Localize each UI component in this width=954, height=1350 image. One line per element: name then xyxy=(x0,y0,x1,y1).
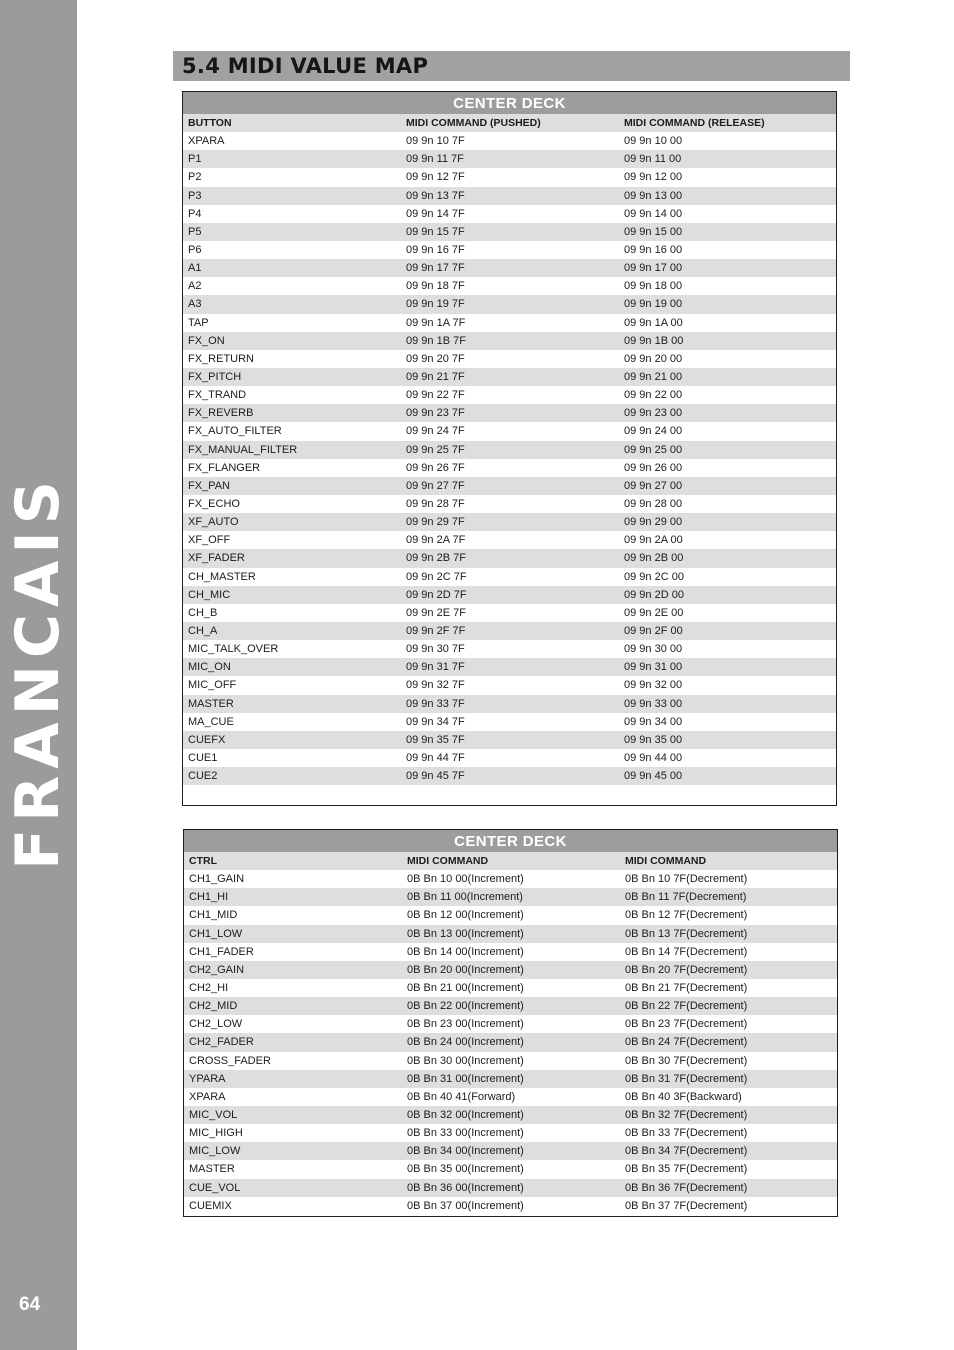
table-cell: 09 9n 33 7F xyxy=(406,697,465,710)
column-header: MIDI COMMAND xyxy=(625,855,707,868)
table-cell: 0B Bn 31 7F(Decrement) xyxy=(625,1072,748,1085)
table-row xyxy=(183,495,836,513)
table-row xyxy=(184,1070,837,1088)
table-cell: 09 9n 26 00 xyxy=(624,461,683,474)
table-row xyxy=(184,1197,837,1215)
table-cell: CUEMIX xyxy=(189,1199,232,1212)
table-cell: 09 9n 23 7F xyxy=(406,407,465,420)
table-cell: CH2_LOW xyxy=(189,1018,243,1031)
table-cell: MIC_LOW xyxy=(189,1145,241,1158)
table-row xyxy=(184,943,837,961)
table-cell: 0B Bn 22 00(Increment) xyxy=(407,1000,524,1013)
table-cell: TAP xyxy=(188,316,209,329)
table-cell: XPARA xyxy=(189,1090,226,1103)
table-row xyxy=(183,459,836,477)
table-cell: 0B Bn 37 00(Increment) xyxy=(407,1199,524,1212)
table-cell: FX_PAN xyxy=(188,479,230,492)
table-cell: 09 9n 11 00 xyxy=(624,153,682,166)
table-cell: 09 9n 23 00 xyxy=(624,407,683,420)
table-cell: 09 9n 17 7F xyxy=(406,262,465,275)
table-cell: 09 9n 32 7F xyxy=(406,679,465,692)
table-cell: 0B Bn 33 00(Increment) xyxy=(407,1127,524,1140)
table-cell: 09 9n 13 00 xyxy=(624,189,683,202)
table-row xyxy=(183,187,836,205)
table-cell: YPARA xyxy=(189,1072,226,1085)
table-cell: 0B Bn 36 00(Increment) xyxy=(407,1181,524,1194)
table-row xyxy=(183,132,836,150)
table-cell: CH1_GAIN xyxy=(189,873,245,886)
table-cell: 0B Bn 12 7F(Decrement) xyxy=(625,909,748,922)
table-cell: 09 9n 30 00 xyxy=(624,643,683,656)
table-cell: 0B Bn 37 7F(Decrement) xyxy=(625,1199,748,1212)
table-cell: FX_ECHO xyxy=(188,498,240,511)
table-cell: CH1_HI xyxy=(189,891,229,904)
table-row xyxy=(184,979,837,997)
table-row xyxy=(183,241,836,259)
table-cell: 09 9n 2E 00 xyxy=(624,606,684,619)
column-header: MIDI COMMAND xyxy=(407,855,489,868)
table-row xyxy=(184,888,837,906)
table-cell: 09 9n 33 00 xyxy=(624,697,683,710)
table-cell: MIC_VOL xyxy=(189,1109,238,1122)
table-cell: 0B Bn 20 7F(Decrement) xyxy=(625,963,748,976)
table-cell: CH_MASTER xyxy=(188,570,256,583)
table-cell: 09 9n 10 7F xyxy=(406,135,465,148)
sidebar xyxy=(0,0,77,1350)
table-row xyxy=(183,640,836,658)
section-header xyxy=(173,51,850,81)
table-cell: A3 xyxy=(188,298,202,311)
table-cell: MASTER xyxy=(189,1163,235,1176)
table-row xyxy=(183,314,836,332)
table-cell: 09 9n 45 00 xyxy=(624,770,683,783)
table-cell: 09 9n 20 00 xyxy=(624,352,683,365)
table-cell: 09 9n 2D 7F xyxy=(406,588,467,601)
table-cell: 09 9n 35 7F xyxy=(406,733,465,746)
table-body xyxy=(184,870,837,1215)
table-cell: FX_AUTO_FILTER xyxy=(188,425,282,438)
table-cell: 0B Bn 14 7F(Decrement) xyxy=(625,945,748,958)
table-row xyxy=(184,1179,837,1197)
table-cell: 09 9n 27 7F xyxy=(406,479,465,492)
table-cell: 09 9n 24 00 xyxy=(624,425,683,438)
table-cell: 0B Bn 34 7F(Decrement) xyxy=(625,1145,748,1158)
table-cell: 09 9n 2B 7F xyxy=(406,552,466,565)
table-cell: CH_A xyxy=(188,625,218,637)
table-row xyxy=(183,622,836,640)
table-row xyxy=(183,422,836,440)
table-cell: MASTER xyxy=(188,697,234,710)
table-cell: 09 9n 1A 00 xyxy=(624,316,683,329)
table-row xyxy=(183,713,836,731)
table-cell: 09 9n 44 7F xyxy=(406,751,465,764)
table-cell: FX_TRAND xyxy=(188,389,247,402)
table-row xyxy=(184,1106,837,1124)
table-cell: 0B Bn 40 41(Forward) xyxy=(407,1090,516,1103)
table-body xyxy=(183,132,836,785)
table-row xyxy=(184,1088,837,1106)
table-cell: 09 9n 2F 7F xyxy=(406,625,466,637)
table-row xyxy=(184,961,837,979)
table-cell: 0B Bn 10 00(Increment) xyxy=(407,873,524,886)
table-cell: CH_MIC xyxy=(188,588,231,601)
table-cell: 09 9n 25 00 xyxy=(624,443,683,456)
table-cell: FX_REVERB xyxy=(188,407,254,420)
table-cell: CH2_GAIN xyxy=(189,963,245,976)
table-cell: 0B Bn 23 00(Increment) xyxy=(407,1018,524,1031)
table-cell: A1 xyxy=(188,262,202,275)
table-cell: P6 xyxy=(188,244,202,257)
table-cell: 09 9n 44 00 xyxy=(624,751,683,764)
table-cell: CH2_MID xyxy=(189,1000,238,1013)
table-row xyxy=(183,531,836,549)
table-row xyxy=(183,386,836,404)
table-row xyxy=(183,150,836,168)
table-cell: 0B Bn 32 7F(Decrement) xyxy=(625,1109,748,1122)
table-cell: 0B Bn 32 00(Increment) xyxy=(407,1109,524,1122)
table-cell: P2 xyxy=(188,171,202,184)
table-cell: 09 9n 20 7F xyxy=(406,352,465,365)
table-row xyxy=(183,259,836,277)
table-cell: 09 9n 16 00 xyxy=(624,244,683,257)
page-number: 64 xyxy=(19,1294,41,1315)
table-cell: CUEFX xyxy=(188,733,226,746)
table-cell: 0B Bn 24 00(Increment) xyxy=(407,1036,524,1049)
table-cell: XPARA xyxy=(188,135,225,148)
table-cell: 09 9n 2A 00 xyxy=(624,534,683,547)
table-cell: 09 9n 22 00 xyxy=(624,389,683,402)
table-cell: P1 xyxy=(188,153,202,166)
table-cell: 09 9n 25 7F xyxy=(406,443,465,456)
table-cell: 09 9n 12 00 xyxy=(624,171,683,184)
table-cell: 0B Bn 22 7F(Decrement) xyxy=(625,1000,748,1013)
table-row xyxy=(184,1015,837,1033)
table-cell: 09 9n 2C 7F xyxy=(406,570,467,583)
table-cell: MIC_HIGH xyxy=(189,1127,243,1140)
table-cell: 0B Bn 33 7F(Decrement) xyxy=(625,1127,748,1140)
table-cell: 09 9n 15 7F xyxy=(406,225,465,238)
table-row xyxy=(183,368,836,386)
table-row xyxy=(183,749,836,767)
table-row xyxy=(183,513,836,531)
table-cell: 09 9n 31 00 xyxy=(624,661,683,674)
table-row xyxy=(183,277,836,295)
table-cell: 09 9n 34 00 xyxy=(624,715,683,728)
table-cell: 0B Bn 30 7F(Decrement) xyxy=(625,1054,748,1067)
table-cell: FX_RETURN xyxy=(188,352,255,365)
table-row xyxy=(183,295,836,313)
column-header: MIDI COMMAND (PUSHED) xyxy=(406,117,541,130)
table-cell: 0B Bn 11 00(Increment) xyxy=(407,891,523,904)
table-row xyxy=(183,223,836,241)
table-cell: FX_FLANGER xyxy=(188,461,261,474)
table-cell: 09 9n 34 7F xyxy=(406,715,465,728)
table-cell: 09 9n 14 7F xyxy=(406,207,465,220)
table-cell: 0B Bn 35 7F(Decrement) xyxy=(625,1163,748,1176)
table-cell: 09 9n 2C 00 xyxy=(624,570,684,583)
table-row xyxy=(183,205,836,223)
table-title: CENTER DECK xyxy=(183,92,836,114)
table-cell: A2 xyxy=(188,280,202,293)
table-row xyxy=(184,906,837,924)
table-cell: CH1_FADER xyxy=(189,945,254,958)
table-cell: 09 9n 26 7F xyxy=(406,461,465,474)
table-cell: CH2_HI xyxy=(189,982,229,995)
language-label: FRANCAIS xyxy=(3,474,73,870)
table-cell: 09 9n 12 7F xyxy=(406,171,465,184)
table-header-row xyxy=(184,852,837,870)
table-cell: 09 9n 10 00 xyxy=(624,135,683,148)
table-cell: 09 9n 29 00 xyxy=(624,516,683,529)
table-cell: 09 9n 19 7F xyxy=(406,298,465,311)
table-cell: CH_B xyxy=(188,606,218,619)
table-cell: 0B Bn 20 00(Increment) xyxy=(407,963,524,976)
table-row xyxy=(183,731,836,749)
table-cell: 09 9n 30 7F xyxy=(406,643,465,656)
table-cell: 0B Bn 13 7F(Decrement) xyxy=(625,927,748,940)
table-cell: CROSS_FADER xyxy=(189,1054,271,1067)
table-cell: 0B Bn 10 7F(Decrement) xyxy=(625,873,748,886)
column-header: BUTTON xyxy=(188,117,232,130)
table-cell: 0B Bn 12 00(Increment) xyxy=(407,909,524,922)
table-cell: 09 9n 2B 00 xyxy=(624,552,684,565)
table-cell: 09 9n 16 7F xyxy=(406,244,465,257)
table-cell: 0B Bn 31 00(Increment) xyxy=(407,1072,524,1085)
table-cell: FX_PITCH xyxy=(188,371,242,384)
table-row xyxy=(184,870,837,888)
table-cell: 0B Bn 40 3F(Backward) xyxy=(625,1090,742,1103)
table-cell: 09 9n 1A 7F xyxy=(406,316,466,329)
table-cell: 09 9n 2E 7F xyxy=(406,606,466,619)
table-cell: 0B Bn 21 7F(Decrement) xyxy=(625,982,748,995)
table-cell: CH2_FADER xyxy=(189,1036,254,1049)
table-row xyxy=(184,1052,837,1070)
table-cell: MIC_TALK_OVER xyxy=(188,643,279,656)
table-row xyxy=(183,586,836,604)
table-cell: 0B Bn 24 7F(Decrement) xyxy=(625,1036,748,1049)
table-row xyxy=(183,350,836,368)
table-cell: 09 9n 11 7F xyxy=(406,153,464,166)
table-row xyxy=(184,1142,837,1160)
table-cell: XF_FADER xyxy=(188,552,245,565)
table-cell: 09 9n 27 00 xyxy=(624,479,683,492)
table-cell: MIC_OFF xyxy=(188,679,237,692)
table-row xyxy=(184,1160,837,1178)
section-title: 5.4 MIDI VALUE MAP xyxy=(182,54,429,78)
table-cell: 09 9n 2D 00 xyxy=(624,588,684,601)
table-cell: CH1_MID xyxy=(189,909,238,922)
table-cell: XF_AUTO xyxy=(188,516,239,529)
table-title: CENTER DECK xyxy=(184,830,837,852)
table-cell: 09 9n 21 7F xyxy=(406,371,465,384)
table-cell: 09 9n 2A 7F xyxy=(406,534,466,547)
table-cell: P4 xyxy=(188,207,202,220)
button-midi-table xyxy=(182,91,837,806)
table-cell: CUE2 xyxy=(188,770,218,783)
table-row xyxy=(183,676,836,694)
table-cell: 09 9n 32 00 xyxy=(624,679,683,692)
table-row xyxy=(184,925,837,943)
table-cell: MA_CUE xyxy=(188,715,234,728)
table-row xyxy=(183,404,836,422)
table-cell: CUE_VOL xyxy=(189,1181,241,1194)
table-row xyxy=(184,1124,837,1142)
table-row xyxy=(183,549,836,567)
table-cell: 09 9n 1B 00 xyxy=(624,334,684,347)
table-cell: 0B Bn 21 00(Increment) xyxy=(407,982,524,995)
table-cell: 09 9n 45 7F xyxy=(406,770,465,783)
table-cell: 09 9n 21 00 xyxy=(624,371,683,384)
table-row xyxy=(183,332,836,350)
table-cell: 09 9n 35 00 xyxy=(624,733,683,746)
table-row xyxy=(183,695,836,713)
table-cell: 09 9n 17 00 xyxy=(624,262,683,275)
table-cell: 0B Bn 35 00(Increment) xyxy=(407,1163,524,1176)
table-cell: 0B Bn 34 00(Increment) xyxy=(407,1145,524,1158)
table-cell: 09 9n 15 00 xyxy=(624,225,683,238)
table-cell: 0B Bn 23 7F(Decrement) xyxy=(625,1018,748,1031)
table-row xyxy=(183,477,836,495)
table-cell: 09 9n 24 7F xyxy=(406,425,465,438)
table-cell: CUE1 xyxy=(188,751,218,764)
table-cell: 09 9n 2F 00 xyxy=(624,625,683,637)
table-row xyxy=(183,658,836,676)
table-cell: MIC_ON xyxy=(188,661,231,674)
table-cell: 0B Bn 30 00(Increment) xyxy=(407,1054,524,1067)
table-row xyxy=(183,604,836,622)
table-cell: 09 9n 31 7F xyxy=(406,661,465,674)
table-cell: 09 9n 22 7F xyxy=(406,389,465,402)
table-cell: 09 9n 18 00 xyxy=(624,280,683,293)
table-cell: FX_ON xyxy=(188,334,225,347)
table-row xyxy=(183,767,836,785)
control-midi-table xyxy=(183,829,838,1217)
table-cell: FX_MANUAL_FILTER xyxy=(188,443,298,456)
column-header: CTRL xyxy=(189,855,217,868)
table-cell: 09 9n 18 7F xyxy=(406,280,465,293)
table-row xyxy=(184,1033,837,1051)
table-cell: XF_OFF xyxy=(188,534,231,547)
table-cell: 0B Bn 36 7F(Decrement) xyxy=(625,1181,748,1194)
table-row xyxy=(183,568,836,586)
table-cell: CH1_LOW xyxy=(189,927,243,940)
table-row xyxy=(183,168,836,186)
table-cell: 09 9n 29 7F xyxy=(406,516,465,529)
column-header: MIDI COMMAND (RELEASE) xyxy=(624,117,765,130)
table-row xyxy=(183,441,836,459)
table-cell: 09 9n 14 00 xyxy=(624,207,683,220)
table-cell: 09 9n 28 00 xyxy=(624,498,683,511)
table-cell: P5 xyxy=(188,225,202,238)
table-header-row xyxy=(183,114,836,132)
table-row xyxy=(184,997,837,1015)
table-cell: 0B Bn 11 7F(Decrement) xyxy=(625,891,747,904)
table-cell: 09 9n 13 7F xyxy=(406,189,465,202)
table-cell: P3 xyxy=(188,189,202,202)
table-cell: 09 9n 1B 7F xyxy=(406,334,466,347)
table-cell: 09 9n 19 00 xyxy=(624,298,683,311)
table-cell: 0B Bn 14 00(Increment) xyxy=(407,945,524,958)
table-cell: 09 9n 28 7F xyxy=(406,498,465,511)
table-cell: 0B Bn 13 00(Increment) xyxy=(407,927,524,940)
